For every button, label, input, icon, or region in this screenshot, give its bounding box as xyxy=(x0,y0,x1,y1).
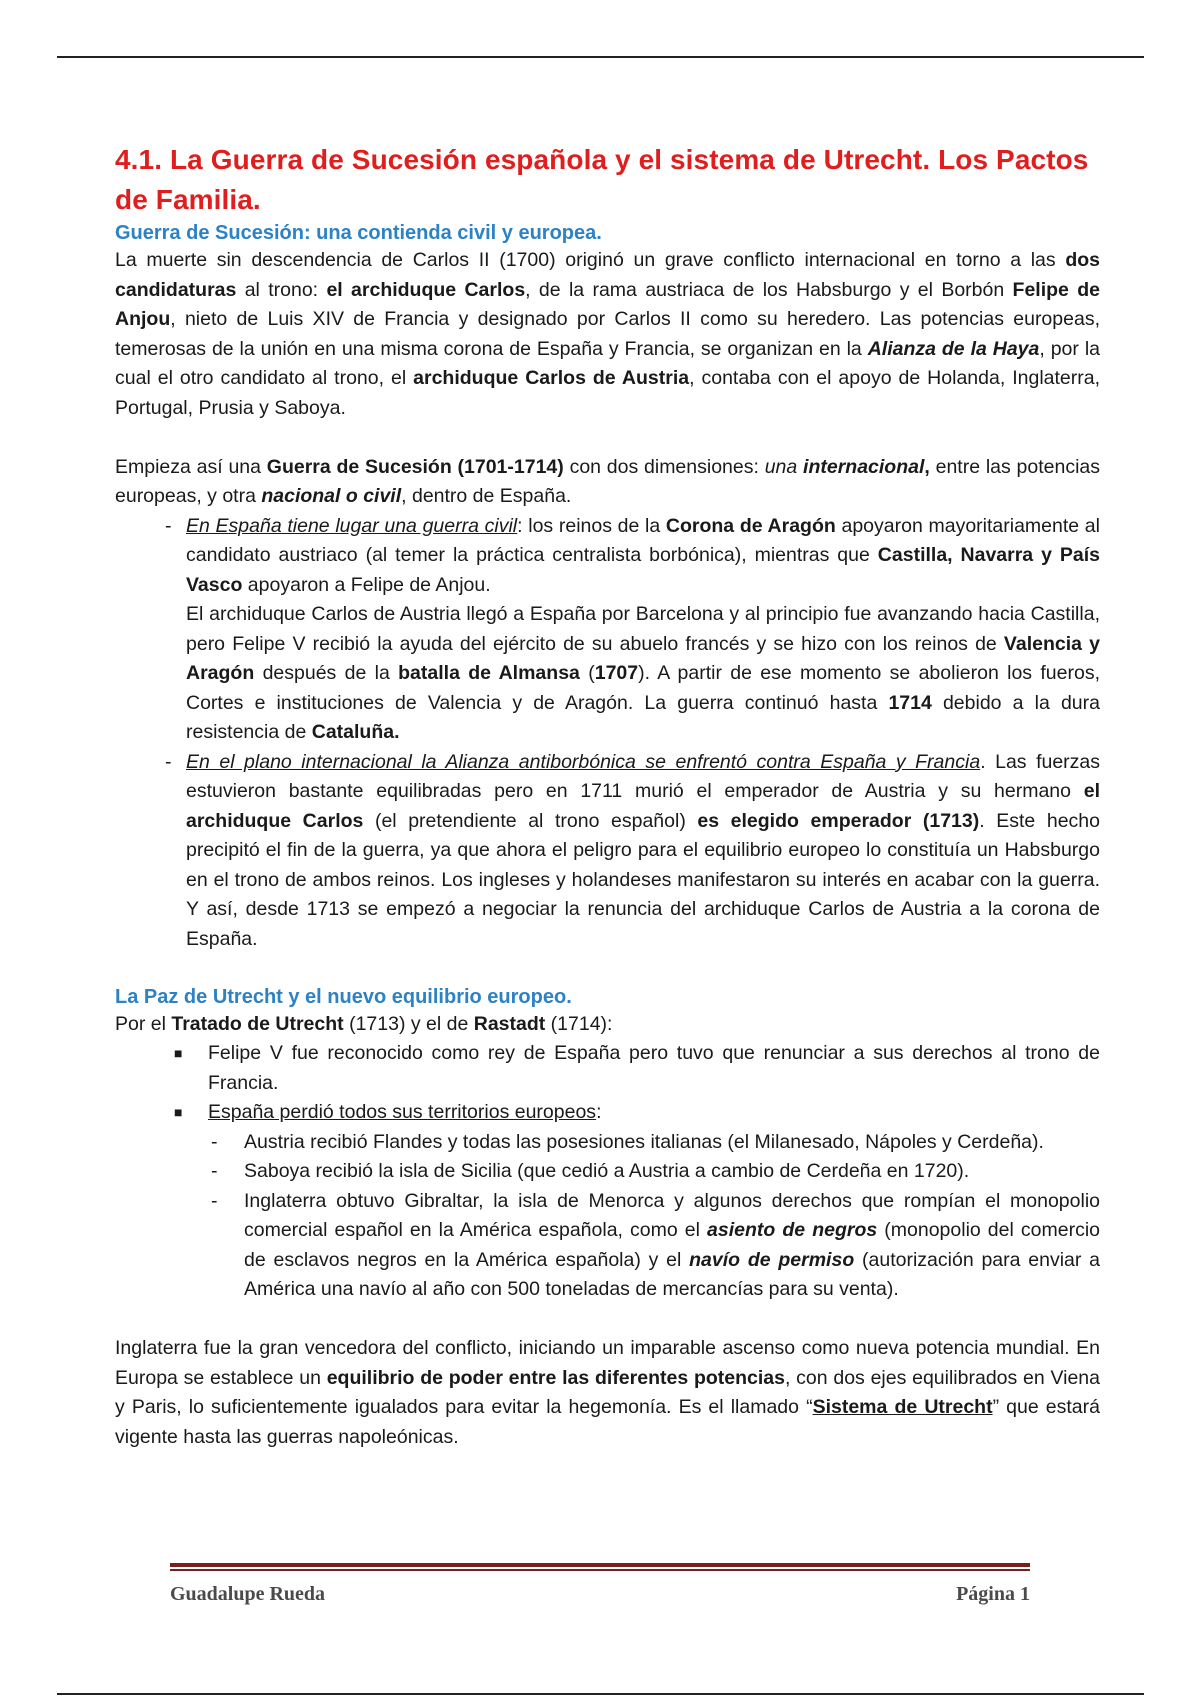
dash-marker: - xyxy=(211,1189,218,1212)
dash-marker: - xyxy=(165,750,172,773)
section-heading-paz-utrecht: La Paz de Utrecht y el nuevo equilibrio europeo. xyxy=(115,985,572,1008)
spacer xyxy=(115,423,1100,453)
top-rule xyxy=(57,56,1144,58)
square-bullet-icon: ■ xyxy=(174,1104,183,1120)
page-footer xyxy=(170,1563,1030,1606)
list-item-territorios: ■ España perdió todos sus territorios europeos: xyxy=(115,1098,1100,1128)
footer-author: Guadalupe Rueda xyxy=(170,1583,326,1605)
page-title: 4.1. La Guerra de Sucesión española y el sistema de Utrecht. Los Pactos de Familia. xyxy=(115,144,1089,215)
list-item-guerra-civil: - En España tiene lugar una guerra civil: los reinos de la Corona de Aragón apoyaron mayoritariamente al candidato austriaco (al temer la práctica centralista borbónica), mientras que Castilla, Navarra y País Vasco apoyaron a Felipe de Anjou. El archiduque Carlos de Austria llegó a España por Barcelona y al principio fue avanzando hacia Castilla, pero Felipe V recibió la ayuda del ejército de su abuelo francés y se hizo con los reinos de Valencia y Aragón después de la batalla de Almansa (1707). A partir de ese momento se abolieron los fueros, Cortes e instituciones de Valencia y de Aragón. La guerra continuó hasta 1714 debido a la dura resistencia de Cataluña. xyxy=(115,512,1100,748)
list-item-austria: - Austria recibió Flandes y todas las posesiones italianas (el Milanesado, Nápoles y Cerdeña). xyxy=(115,1128,1100,1158)
square-bullet-icon: ■ xyxy=(174,1045,183,1061)
dash-marker: - xyxy=(211,1130,218,1153)
footer-rule-thick xyxy=(170,1563,1030,1567)
footer-row xyxy=(170,1583,1030,1606)
list-item-felipe-v: ■ Felipe V fue reconocido como rey de España pero tuvo que renunciar a sus derechos al trono de Francia. xyxy=(115,1039,1100,1098)
paragraph-muerte-carlos: La muerte sin descendencia de Carlos II (1700) originó un grave conflicto internacional en torno a las dos candidaturas al trono: el archiduque Carlos, de la rama austriaca de los Habsburgo y el Borbón Felipe de Anjou, nieto de Luis XIV de Francia y designado por Carlos II como su heredero. Las potencias europeas, temerosas de la unión en una misma corona de España y Francia, se organizan en la Alianza de la Haya, por la cual el otro candidato al trono, el archiduque Carlos de Austria, contaba con el apoyo de Holanda, Inglaterra, Portugal, Prusia y Saboya. xyxy=(115,249,1101,419)
territories-sublist xyxy=(115,1128,1100,1305)
treaty-terms-list xyxy=(115,1039,1100,1128)
paragraph-tratado: Por el Tratado de Utrecht (1713) y el de Rastadt (1714): xyxy=(115,1012,613,1035)
dash-marker: - xyxy=(211,1160,218,1182)
section-heading-guerra: Guerra de Sucesión: una contienda civil y europea. xyxy=(115,222,602,244)
footer-page-number: Página 1 xyxy=(956,1583,1030,1605)
paragraph-inglaterra-vencedora: Inglaterra fue la gran vencedora del conflicto, iniciando un imparable ascenso como nueva potencia mundial. En Europa se establece un equilibrio de poder entre las diferentes potencias, con dos ejes equilibrados en Viena y Paris, lo suficientemente igualados para evitar la hegemonía. Es el llamado “Sistema de Utrecht” que estará vigente hasta las guerras napoleónicas. xyxy=(115,1337,1101,1448)
list-item-plano-internacional: - En el plano internacional la Alianza antiborbónica se enfrentó contra España y Francia. Las fuerzas estuvieron bastante equilibradas pero en 1711 murió el emperador de Austria y su hermano el archiduque Carlos (el pretendiente al trono español) es elegido emperador (1713). Este hecho precipitó el fin de la guerra, ya que ahora el peligro para el equilibrio europeo lo constituía un Habsburgo en el trono de ambos reinos. Los ingleses y holandeses manifestaron su interés en acabar con la guerra. Y así, desde 1713 se empezó a negociar la renuncia del archiduque Carlos de Austria a la corona de España. xyxy=(115,748,1100,955)
footer-rule-thin xyxy=(170,1569,1030,1571)
bottom-rule xyxy=(57,1693,1144,1695)
list-item-saboya: - Saboya recibió la isla de Sicilia (que cedió a Austria a cambio de Cerdeña en 1720). xyxy=(115,1157,1100,1187)
paragraph-guerra-dimensiones: Empieza así una Guerra de Sucesión (1701-1714) con dos dimensiones: una internacional, entre las potencias europeas, y otra nacional o civil, dentro de España. xyxy=(115,455,1101,507)
dash-marker: - xyxy=(165,514,172,537)
spacer xyxy=(115,954,1100,984)
dimensions-list xyxy=(115,512,1100,955)
page-content xyxy=(115,140,1100,1452)
spacer xyxy=(115,1305,1100,1335)
list-item-inglaterra: - Inglaterra obtuvo Gibraltar, la isla de Menorca y algunos derechos que rompían el monopolio comercial español en la América española, como el asiento de negros (monopolio del comercio de esclavos negros en la América española) y el navío de permiso (autorización para enviar a América una navío al año con 500 toneladas de mercancías para su venta). xyxy=(115,1187,1100,1305)
